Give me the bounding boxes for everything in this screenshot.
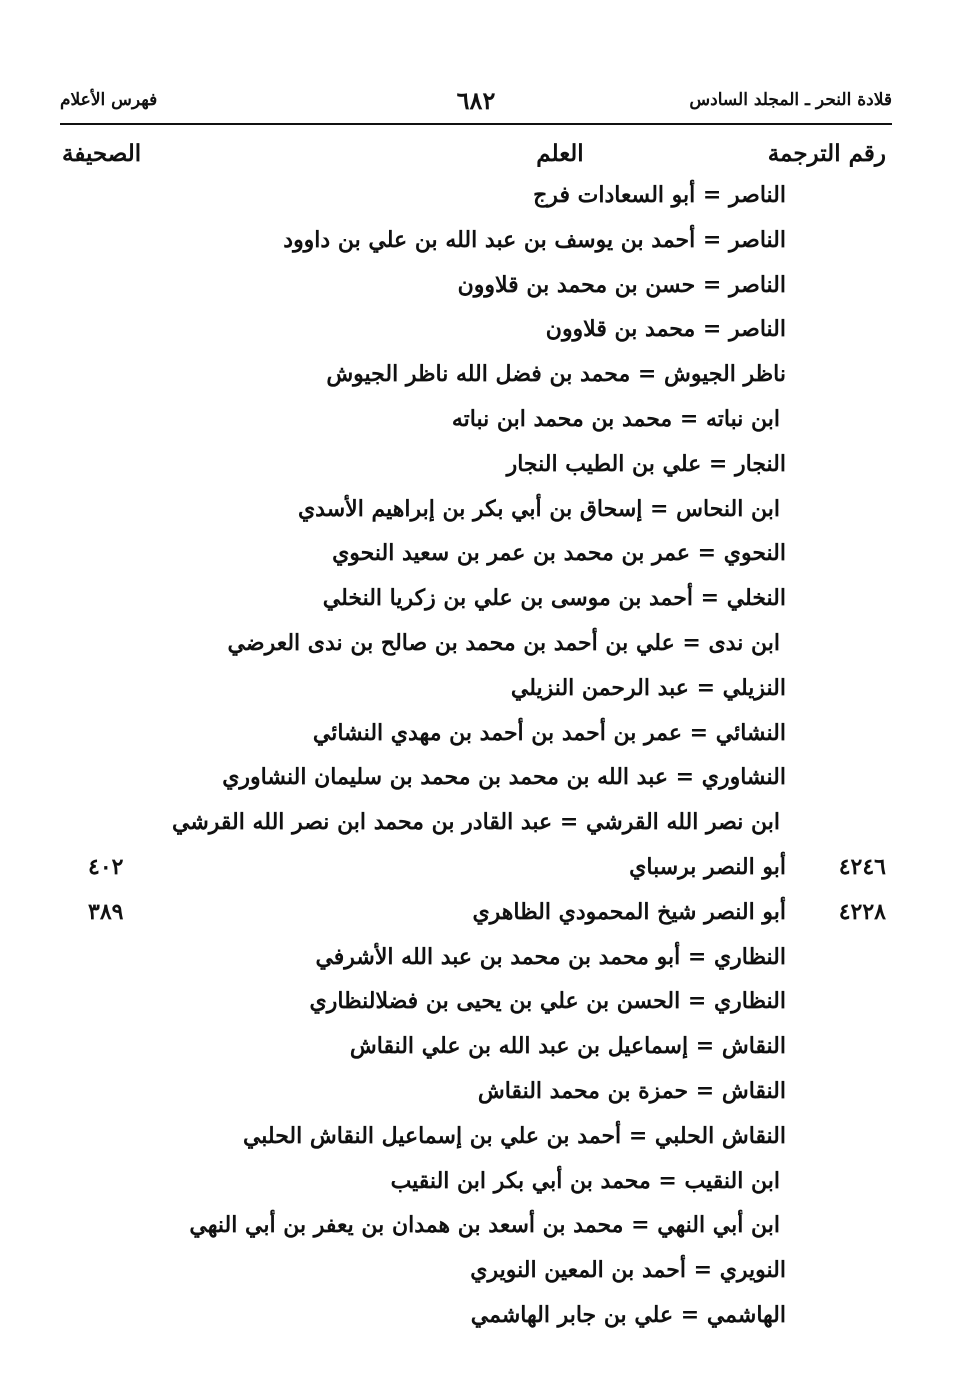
entry-page: ٤٠٢ [88, 853, 124, 880]
index-entry [0, 266, 956, 311]
index-entry [0, 1027, 956, 1072]
column-header-name: العلم [536, 140, 584, 167]
entry-translation-number: ٤٢٢٨ [838, 898, 886, 925]
index-entry [0, 355, 956, 400]
entry-name: الناصر = محمد بن قلاوون [545, 316, 786, 343]
index-entry [0, 221, 956, 266]
entry-name: النقاش = إسماعيل بن عبد الله بن علي النقاش [349, 1033, 786, 1060]
entry-name: النخلي = أحمد بن موسى بن علي بن زكريا النخلي [322, 585, 786, 612]
entry-name: ابن النقيب = محمد بن أبي بكر ابن النقيب [390, 1167, 780, 1194]
index-entry [0, 803, 956, 848]
entry-name: النقاش = حمزة بن محمد النقاش [477, 1077, 786, 1104]
index-entry [0, 714, 956, 759]
book-title: قلادة النحر ـ المجلد السادس [689, 90, 892, 110]
entry-name: أبو النصر برسباي [629, 853, 786, 880]
entry-name: النويري = أحمد بن المعين النويري [470, 1257, 786, 1284]
entry-name: النشاوري = عبد الله بن محمد بن محمد بن سليمان النشاوري [222, 764, 786, 791]
entry-name: النحوي = عمر بن محمد بن عمر بن سعيد النحوي [332, 540, 786, 567]
entry-page: ٣٨٩ [88, 898, 124, 925]
entry-name: ناظر الجيوش = محمد بن فضل الله ناظر الجيوش [326, 361, 786, 388]
index-entry [0, 490, 956, 535]
index-entry [0, 1206, 956, 1251]
index-entry [0, 1117, 956, 1162]
entry-name: الناصر = حسن بن محمد بن قلاوون [457, 271, 786, 298]
entry-name: النشائي = عمر بن أحمد بن أحمد بن مهدي النشائي [312, 719, 786, 746]
section-title: فهرس الأعلام [60, 90, 158, 110]
entry-name: الناصر = أبو السعادات فرج [533, 182, 786, 208]
entry-translation-number: ٤٢٤٦ [838, 853, 886, 880]
header-rule [60, 123, 892, 125]
column-header-page: الصحيفة [62, 140, 142, 167]
entry-name: ابن النحاس = إسحاق بن أبي بكر بن إبراهيم الأسدي [297, 495, 780, 522]
index-entry [0, 445, 956, 490]
index-entry [0, 400, 956, 445]
page-number: ٦٨٢ [456, 86, 496, 115]
index-entry [0, 624, 956, 669]
index-entries [0, 176, 956, 1341]
index-entry [0, 1072, 956, 1117]
index-entry [0, 938, 956, 983]
index-entry [0, 176, 956, 221]
index-entry [0, 579, 956, 624]
index-entry [0, 1251, 956, 1296]
entry-name: ابن ندى = علي بن أحمد بن محمد بن صالح بن ندى العرضي [227, 629, 780, 656]
index-entry [0, 310, 956, 355]
entry-name: النقاش الحلبي = أحمد بن علي بن إسماعيل النقاش الحلبي [242, 1122, 786, 1149]
entry-name: النزيلي = عبد الرحمن النزيلي [510, 674, 786, 701]
index-entry [0, 1162, 956, 1207]
entry-name: النظاري = أبو محمد بن محمد بن عبد الله الأشرفي [315, 943, 786, 970]
index-entry [0, 893, 956, 938]
column-header-translation-number: رقم الترجمة [767, 140, 886, 167]
page-header [60, 86, 892, 120]
index-entry [0, 1296, 956, 1341]
entry-name: النجار = علي بن الطيب النجار [506, 450, 786, 477]
entry-name: الناصر = أحمد بن يوسف بن عبد الله بن علي بن داوود [283, 226, 786, 253]
index-entry [0, 982, 956, 1027]
entry-name: الهاشمي = علي بن جابر الهاشمي [470, 1301, 786, 1328]
entry-name: ابن نصر الله القرشي = عبد القادر بن محمد ابن نصر الله القرشي [172, 809, 780, 836]
index-entry [0, 669, 956, 714]
entry-name: أبو النصر شيخ المحمودي الظاهري [472, 898, 786, 925]
entry-name: النظاري = الحسن بن علي بن يحيى بن فضلالنظاري [309, 988, 786, 1015]
index-entry [0, 848, 956, 893]
index-entry [0, 758, 956, 803]
entry-name: ابن أبي النهي = محمد بن أسعد بن همدان بن يعفر بن أبي النهي [189, 1212, 780, 1239]
entry-name: ابن نباته = محمد بن محمد ابن نباته [451, 405, 780, 432]
index-entry [0, 534, 956, 579]
